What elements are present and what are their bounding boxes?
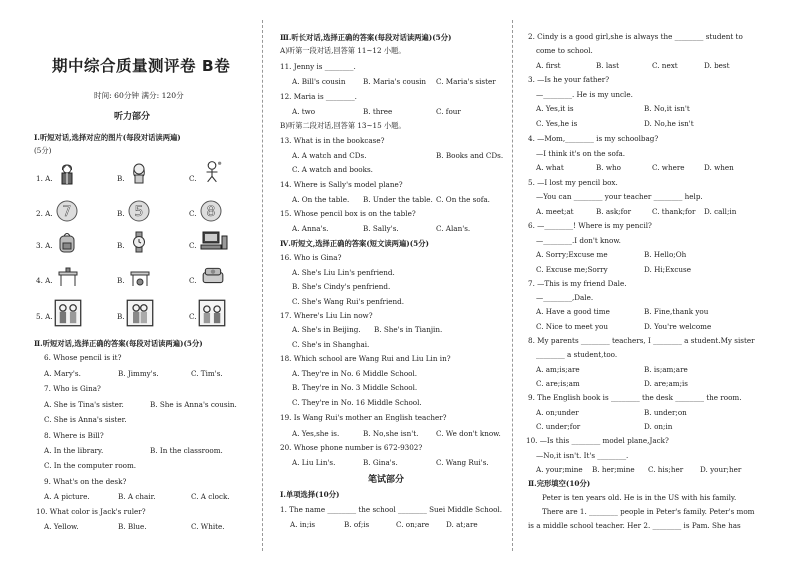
option-c: C. She's Wang Rui's penfriend. <box>292 297 405 306</box>
option-d: D. No,he isn't <box>644 119 694 128</box>
column-left <box>30 0 248 561</box>
option-c: C. Tim's. <box>191 369 223 378</box>
option-b: B. under;on <box>644 408 687 417</box>
question-text: 10. —Is this ________ model plane,Jack? <box>526 436 669 445</box>
option-b: B. Hello;Oh <box>644 250 687 259</box>
listening-heading: 听力部分 <box>114 112 151 122</box>
sofa-icon <box>200 264 226 288</box>
option-a: A. on;under <box>536 408 579 417</box>
option-label: C. <box>189 241 197 250</box>
passage-line: There are 1. ________ people in Peter's family. Peter's mom <box>542 507 755 516</box>
svg-text:7: 7 <box>62 204 72 220</box>
option-b: B. Books and CDs. <box>436 151 504 160</box>
option-label: C. <box>189 174 197 183</box>
section-title: Ⅰ.听短对话,选择对应的图片(每段对话读两遍) <box>34 133 181 142</box>
question-text: 14. Where is Sally's model plane? <box>280 180 403 189</box>
option-b: B. Under the table. <box>363 195 433 204</box>
question-text: 17. Where's Liu Lin now? <box>280 311 373 320</box>
question-text-cont: —________,Dale. <box>536 293 594 302</box>
option-c: C. on;are <box>396 520 430 529</box>
option-c: C. where <box>652 163 685 172</box>
section-title: Ⅱ.听短对话,选择正确的答案(每段对话读两遍)(5分) <box>34 339 203 348</box>
option-a: A. am;is;are <box>536 365 580 374</box>
table-icon <box>56 266 80 288</box>
svg-text:8: 8 <box>206 204 216 220</box>
svg-text:5: 5 <box>134 204 144 220</box>
question-text: 4. —Mom,________ is my schoolbag? <box>528 134 659 143</box>
option-a: A. Have a good time <box>536 307 610 316</box>
question-text: 16. Who is Gina? <box>280 253 342 262</box>
option-b: B. She is Anna's cousin. <box>150 400 237 409</box>
option-d: D. when <box>704 163 734 172</box>
question-text-cont: —________.I don't know. <box>536 236 621 245</box>
option-c: C. White. <box>191 522 225 531</box>
question-text: 19. Is Wang Rui's mother an English teacher? <box>280 413 447 422</box>
option-b: B. Jimmy's. <box>118 369 159 378</box>
question-text: 12. Maria is ________. <box>280 92 357 101</box>
option-a: A. They're in No. 6 Middle School. <box>292 369 418 378</box>
section-subtitle: B)听第二段对话,回答第 13~15 小题。 <box>280 121 406 130</box>
question-text: 8. Where is Bill? <box>44 431 104 440</box>
column-divider <box>512 20 513 551</box>
option-label: B. <box>117 241 125 250</box>
option-d: D. are;am;is <box>644 379 688 388</box>
option-a: A. Sorry;Excuse me <box>536 250 608 259</box>
option-c: C. Alan's. <box>436 224 471 233</box>
option-c: C. We don't know. <box>436 429 501 438</box>
option-d: D. best <box>704 61 730 70</box>
question-text: 6. —________! Where is my pencil? <box>528 221 652 230</box>
option-c: C. his;her <box>648 465 684 474</box>
question-text: 3. —Is he your father? <box>528 75 610 84</box>
question-number: 4. <box>36 276 43 285</box>
option-c: C. Excuse me;Sorry <box>536 265 608 274</box>
option-b: B. They're in No. 3 Middle School. <box>292 383 418 392</box>
option-c: C. A clock. <box>191 492 230 501</box>
option-label: A. <box>45 209 53 218</box>
option-a: A. first <box>536 61 561 70</box>
option-a: A. Yes,she is. <box>292 429 340 438</box>
question-text: 7. Who is Gina? <box>44 384 101 393</box>
option-label: C. <box>189 312 197 321</box>
option-b: B. of;is <box>344 520 370 529</box>
question-text-cont: —I think it's on the sofa. <box>536 149 626 158</box>
option-c: C. are;is;am <box>536 379 580 388</box>
number-eight-icon <box>200 200 222 222</box>
page-title: 期中综合质量测评卷 B卷 <box>52 57 231 75</box>
option-c: C. They're in No. 16 Middle School. <box>292 398 422 407</box>
option-label: A. <box>45 174 53 183</box>
option-label: B. <box>117 209 125 218</box>
option-b: B. Blue. <box>118 522 147 531</box>
option-a: A. what <box>536 163 564 172</box>
option-b: B. She's in Tianjin. <box>374 325 443 334</box>
question-text: 6. Whose pencil is it? <box>44 353 122 362</box>
option-c: C. four <box>436 107 461 116</box>
option-d: D. You're welcome <box>644 322 712 331</box>
question-text: 20. Whose phone number is 672-9302? <box>280 443 423 452</box>
option-c: C. under;for <box>536 422 581 431</box>
option-b: B. Maria's cousin <box>363 77 427 86</box>
option-label: B. <box>117 174 125 183</box>
section-subtitle: A)听第一段对话,回答第 11~12 小题。 <box>280 46 406 55</box>
option-label: A. <box>45 312 53 321</box>
question-text-cont: —________. He is my uncle. <box>536 90 633 99</box>
question-number: 2. <box>36 209 43 218</box>
table-with-ball-icon <box>128 266 152 288</box>
option-a: A. Liu Lin's. <box>292 458 336 467</box>
option-a: A. She's Liu Lin's penfriend. <box>292 268 395 277</box>
option-c: C. She's in Shanghai. <box>292 340 370 349</box>
skating-girl-icon <box>200 160 224 184</box>
option-label: C. <box>189 209 197 218</box>
passage-line: is a middle school teacher. Her 2. ________ is Pam. She has <box>528 521 741 530</box>
option-label: B. <box>117 312 125 321</box>
option-d: D. on;in <box>644 422 673 431</box>
option-b: B. last <box>596 61 620 70</box>
girl-icon <box>128 162 150 184</box>
option-a: A. She's in Beijing. <box>292 325 361 334</box>
family-photo-icon <box>54 299 82 327</box>
question-text: 13. What is in the bookcase? <box>280 136 385 145</box>
column-divider <box>262 20 263 551</box>
question-text: 10. What color is Jack's ruler? <box>36 507 146 516</box>
option-label: A. <box>45 276 53 285</box>
option-label: A. <box>45 241 53 250</box>
question-number: 3. <box>36 241 43 250</box>
option-a: A. In the library. <box>44 446 104 455</box>
option-b: B. Fine,thank you <box>644 307 709 316</box>
section-title: Ⅱ.完形填空(10分) <box>528 479 591 488</box>
option-b: B. No,it isn't <box>644 104 690 113</box>
section-score: (5分) <box>34 146 52 155</box>
couple-photo-icon <box>126 299 154 327</box>
question-text-cont: ________ a student,too. <box>536 350 618 359</box>
option-a: A. Anna's. <box>292 224 329 233</box>
teacher-icon <box>56 163 78 185</box>
question-text: 9. The English book is ________ the desk ________ the room. <box>528 393 742 402</box>
section-title: Ⅳ.听短文,选择正确的答案(短文读两遍)(5分) <box>280 239 429 248</box>
option-d: D. your;her <box>700 465 742 474</box>
option-b: B. No,she isn't. <box>363 429 419 438</box>
option-c: C. On the sofa. <box>436 195 490 204</box>
question-text-cont: come to school. <box>536 46 593 55</box>
option-c: C. A watch and books. <box>292 165 373 174</box>
option-d: D. call;in <box>704 207 737 216</box>
option-c: C. In the computer room. <box>44 461 137 470</box>
question-text-cont: —You can ________ your teacher ________ help. <box>536 192 703 201</box>
question-text: 11. Jenny is ________. <box>280 62 356 71</box>
question-text: 2. Cindy is a good girl,she is always the ________ student to <box>528 32 743 41</box>
option-a: A. two <box>292 107 316 116</box>
option-b: B. her;mine <box>592 465 635 474</box>
option-c: C. Maria's sister <box>436 77 496 86</box>
option-b: B. In the classroom. <box>150 446 223 455</box>
option-a: A. Yellow. <box>44 522 79 531</box>
section-title: Ⅰ.单项选择(10分) <box>280 490 340 499</box>
option-c: C. Yes,he is <box>536 119 578 128</box>
option-b: B. ask;for <box>596 207 632 216</box>
question-number: 1. <box>36 174 43 183</box>
option-c: C. She is Anna's sister. <box>44 415 127 424</box>
option-c: C. thank;for <box>652 207 696 216</box>
number-five-icon <box>128 200 150 222</box>
computer-icon <box>200 229 228 253</box>
number-seven-icon <box>56 200 78 222</box>
question-number: 5. <box>36 312 43 321</box>
option-a: A. Mary's. <box>44 369 81 378</box>
question-text: 8. My parents ________ teachers, I ________ a student.My sister <box>528 336 755 345</box>
option-a: A. in;is <box>290 520 316 529</box>
question-text: 18. Which school are Wang Rui and Liu Lin in? <box>280 354 451 363</box>
option-b: B. who <box>596 163 621 172</box>
question-text: 15. Whose pencil box is on the table? <box>280 209 416 218</box>
option-a: A. She is Tina's sister. <box>44 400 124 409</box>
option-b: B. Gina's. <box>363 458 398 467</box>
people-photo-icon <box>198 299 226 327</box>
option-b: B. three <box>363 107 393 116</box>
option-a: A. A watch and CDs. <box>292 151 367 160</box>
option-c: C. next <box>652 61 678 70</box>
option-b: B. Sally's. <box>363 224 399 233</box>
option-b: B. A chair. <box>118 492 156 501</box>
option-a: A. your;mine <box>536 465 583 474</box>
question-text: 9. What's on the desk? <box>44 477 127 486</box>
question-text-cont: —No,it isn't. It's ________. <box>536 451 629 460</box>
option-b: B. She's Cindy's penfriend. <box>292 282 391 291</box>
question-text: 5. —I lost my pencil box. <box>528 178 618 187</box>
option-d: D. Hi;Excuse <box>644 265 691 274</box>
option-d: D. at;are <box>446 520 478 529</box>
option-label: C. <box>189 276 197 285</box>
option-a: A. A picture. <box>44 492 90 501</box>
backpack-icon <box>56 231 78 253</box>
writing-heading: 笔试部分 <box>368 475 405 485</box>
question-text: 1. The name ________ the school ________ Suei Middle School. <box>280 505 502 514</box>
exam-meta: 时间: 60分钟 满分: 120分 <box>94 91 184 100</box>
watch-icon <box>128 231 150 253</box>
option-c: C. Wang Rui's. <box>436 458 489 467</box>
option-a: A. Yes,it is <box>536 104 574 113</box>
option-c: C. Nice to meet you <box>536 322 608 331</box>
option-label: B. <box>117 276 125 285</box>
option-a: A. meet;at <box>536 207 574 216</box>
option-a: A. Bill's cousin <box>292 77 346 86</box>
option-b: B. is;am;are <box>644 365 688 374</box>
passage-line: Peter is ten years old. He is in the US with his family. <box>542 493 737 502</box>
section-title: Ⅲ.听长对话,选择正确的答案(每段对话读两遍)(5分) <box>280 33 452 42</box>
column-right <box>524 0 764 561</box>
column-middle <box>276 0 504 561</box>
option-a: A. On the table. <box>292 195 350 204</box>
question-text: 7. —This is my friend Dale. <box>528 279 627 288</box>
